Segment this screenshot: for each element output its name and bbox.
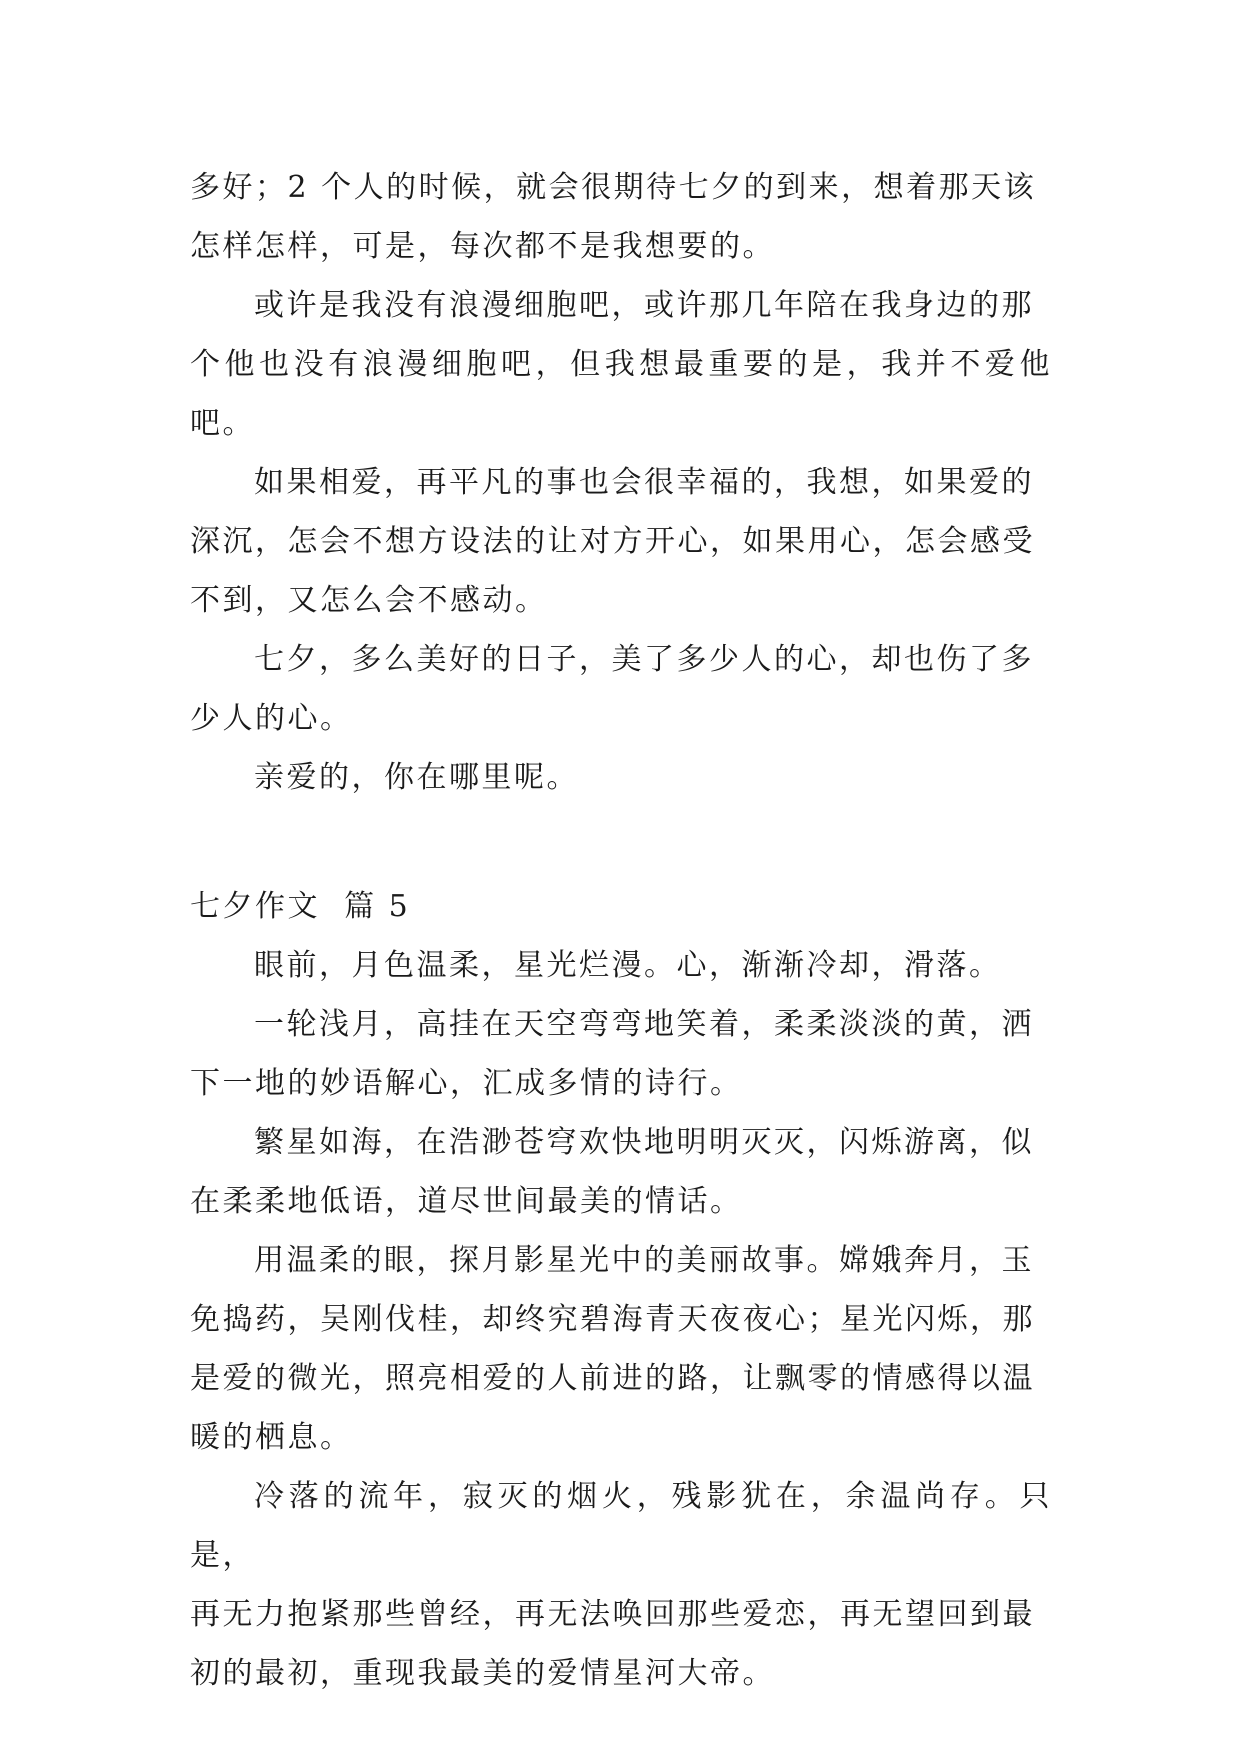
text-line: 暖的栖息。 (190, 1420, 353, 1455)
text-line: 亲爱的，你在哪里呢。 (254, 760, 579, 795)
paragraph (190, 995, 1052, 1113)
paragraph (190, 1467, 1052, 1703)
paragraph (190, 936, 1052, 995)
paragraph (190, 158, 1052, 276)
section-heading: 七夕作文 篇 5 (190, 889, 411, 924)
text-line: 多好；2 个人的时候，就会很期待七夕的到来，想着那天该 (190, 170, 1037, 205)
text-line: 初的最初，重现我最美的爱情星河大帝。 (190, 1656, 775, 1691)
paragraph (190, 276, 1052, 453)
text-line: 七夕，多么美好的日子，美了多少人的心，却也伤了多 (254, 642, 1034, 677)
text-line: 冷落的流年，寂灭的烟火，残影犹在，余温尚存。只是， (190, 1479, 1052, 1573)
paragraphs-after (190, 936, 1052, 1703)
paragraph (190, 748, 1052, 807)
text-line: 深沉，怎会不想方设法的让对方开心，如果用心，怎会感受 (190, 524, 1035, 559)
text-line: 或许是我没有浪漫细胞吧，或许那几年陪在我身边的那 (254, 288, 1034, 323)
text-line: 在柔柔地低语，道尽世间最美的情话。 (190, 1184, 743, 1219)
text-line: 个他也没有浪漫细胞吧，但我想最重要的是，我并不爱他吧。 (190, 347, 1052, 441)
text-line: 免捣药，吴刚伐桂，却终究碧海青天夜夜心；星光闪烁，那 (190, 1302, 1035, 1337)
text-line: 是爱的微光，照亮相爱的人前进的路，让飘零的情感得以温 (190, 1361, 1035, 1396)
text-line: 怎样怎样，可是，每次都不是我想要的。 (190, 229, 775, 264)
text-line: 一轮浅月，高挂在天空弯弯地笑着，柔柔淡淡的黄，洒 (254, 1007, 1034, 1042)
paragraphs-before (190, 158, 1052, 807)
text-line: 不到，又怎么会不感动。 (190, 583, 548, 618)
text-line: 用温柔的眼，探月影星光中的美丽故事。嫦娥奔月，玉 (254, 1243, 1034, 1278)
paragraph (190, 1231, 1052, 1467)
text-line: 如果相爱，再平凡的事也会很幸福的，我想，如果爱的 (254, 465, 1034, 500)
text-line: 再无力抱紧那些曾经，再无法唤回那些爱恋，再无望回到最 (190, 1597, 1035, 1632)
paragraph (190, 630, 1052, 748)
text-line: 少人的心。 (190, 701, 353, 736)
document-page (190, 158, 1052, 1703)
paragraph (190, 453, 1052, 630)
paragraph (190, 1113, 1052, 1231)
text-line: 眼前，月色温柔，星光烂漫。心，渐渐冷却，滑落。 (254, 948, 1002, 983)
text-line: 下一地的妙语解心，汇成多情的诗行。 (190, 1066, 743, 1101)
text-line: 繁星如海，在浩渺苍穹欢快地明明灭灭，闪烁游离，似 (254, 1125, 1034, 1160)
